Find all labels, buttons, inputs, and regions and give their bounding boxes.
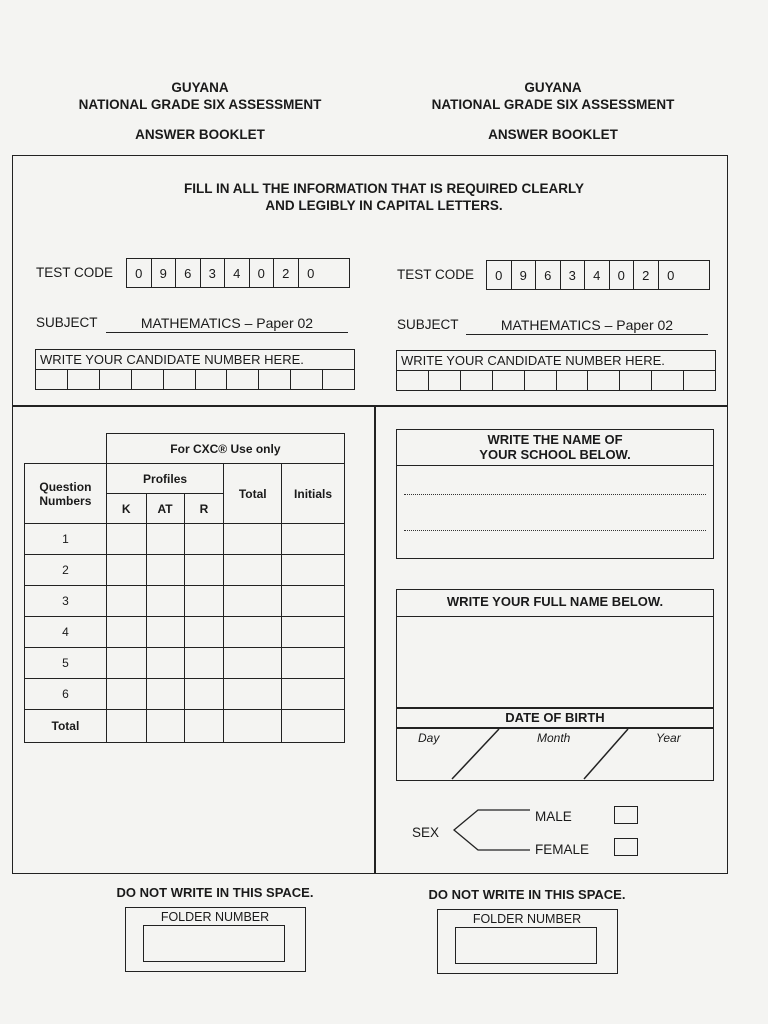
left-code-digit: 0 bbox=[307, 265, 315, 281]
male-label: MALE bbox=[535, 809, 572, 824]
left-subject-label: SUBJECT bbox=[36, 315, 98, 330]
left-test-code-box[interactable] bbox=[126, 258, 350, 288]
left-code-digit: 0 bbox=[250, 259, 275, 287]
left-booklet-title: ANSWER BOOKLET bbox=[135, 127, 265, 142]
left-candidate-label: WRITE YOUR CANDIDATE NUMBER HERE. bbox=[36, 350, 354, 370]
score-table bbox=[24, 433, 345, 743]
question-numbers-header: Question Numbers bbox=[25, 464, 107, 524]
right-folder-input bbox=[455, 927, 597, 964]
dob-top-divider bbox=[396, 707, 714, 709]
profile-k-header: K bbox=[106, 494, 146, 524]
left-code-digit: 3 bbox=[201, 259, 226, 287]
right-code-digit: 6 bbox=[536, 261, 561, 289]
sex-bracket bbox=[452, 808, 532, 852]
left-code-digit: 6 bbox=[176, 259, 201, 287]
left-header bbox=[35, 79, 365, 143]
female-checkbox[interactable] bbox=[614, 838, 638, 856]
right-code-digit: 0 bbox=[610, 261, 635, 289]
dob-year-label: Year bbox=[656, 731, 681, 745]
right-candidate-cells[interactable] bbox=[397, 371, 715, 390]
instruction-line1: FILL IN ALL THE INFORMATION THAT IS REQUIRED CLEARLY bbox=[184, 181, 584, 196]
male-checkbox[interactable] bbox=[614, 806, 638, 824]
left-code-digit: 0 bbox=[127, 259, 152, 287]
left-code-digit: 2 bbox=[274, 259, 299, 287]
total-header: Total bbox=[224, 464, 282, 524]
profile-r-header: R bbox=[184, 494, 224, 524]
right-candidate-label: WRITE YOUR CANDIDATE NUMBER HERE. bbox=[397, 351, 715, 371]
right-code-digit: 9 bbox=[512, 261, 537, 289]
left-candidate-number[interactable] bbox=[35, 349, 355, 390]
right-subject-value[interactable]: MATHEMATICS – Paper 02 bbox=[466, 317, 708, 335]
right-test-code-label: TEST CODE bbox=[397, 267, 475, 282]
school-title-line2: YOUR SCHOOL BELOW. bbox=[479, 447, 631, 462]
question-row-number: 2 bbox=[25, 555, 107, 586]
left-assessment-title: NATIONAL GRADE SIX ASSESSMENT bbox=[78, 97, 322, 112]
question-row-number: 5 bbox=[25, 648, 107, 679]
initials-header: Initials bbox=[282, 464, 345, 524]
question-row-number: 3 bbox=[25, 586, 107, 617]
right-country: GUYANA bbox=[524, 80, 582, 95]
right-subject-label: SUBJECT bbox=[397, 317, 459, 332]
left-candidate-cells[interactable] bbox=[36, 370, 354, 389]
dob-title: DATE OF BIRTH bbox=[505, 710, 605, 725]
right-code-digit: 0 bbox=[487, 261, 512, 289]
instruction-line2: AND LEGIBLY IN CAPITAL LETTERS. bbox=[265, 198, 503, 213]
profiles-header: Profiles bbox=[106, 464, 224, 494]
left-folder-number-box bbox=[125, 907, 306, 972]
full-name-title: WRITE YOUR FULL NAME BELOW. bbox=[397, 590, 713, 617]
vertical-divider bbox=[374, 405, 376, 874]
right-code-digit: 2 bbox=[634, 261, 659, 289]
left-country: GUYANA bbox=[171, 80, 229, 95]
left-subject-value[interactable]: MATHEMATICS – Paper 02 bbox=[106, 315, 348, 333]
right-code-digit: 4 bbox=[585, 261, 610, 289]
question-row-number: 4 bbox=[25, 617, 107, 648]
sex-label: SEX bbox=[412, 825, 440, 840]
horizontal-divider bbox=[12, 405, 728, 407]
left-do-not-write: DO NOT WRITE IN THIS SPACE. bbox=[116, 885, 314, 900]
right-candidate-number[interactable] bbox=[396, 350, 716, 391]
right-header bbox=[388, 79, 718, 143]
right-folder-number-box bbox=[437, 909, 618, 974]
left-code-digit: 9 bbox=[152, 259, 177, 287]
question-row-number: 6 bbox=[25, 679, 107, 710]
right-test-code-box[interactable] bbox=[486, 260, 710, 290]
left-code-digit: 4 bbox=[225, 259, 250, 287]
right-do-not-write: DO NOT WRITE IN THIS SPACE. bbox=[428, 887, 626, 902]
school-title bbox=[397, 430, 713, 466]
left-folder-input bbox=[143, 925, 285, 962]
right-code-digit: 3 bbox=[561, 261, 586, 289]
cxc-use-only: For CXC® Use only bbox=[106, 434, 344, 464]
school-title-line1: WRITE THE NAME OF bbox=[487, 432, 623, 447]
school-line-2[interactable] bbox=[404, 530, 706, 531]
instruction bbox=[0, 180, 768, 214]
right-booklet-title: ANSWER BOOKLET bbox=[488, 127, 618, 142]
dob-day-label: Day bbox=[418, 731, 440, 745]
total-row-label: Total bbox=[25, 710, 107, 743]
female-label: FEMALE bbox=[535, 842, 590, 857]
right-assessment-title: NATIONAL GRADE SIX ASSESSMENT bbox=[431, 97, 675, 112]
right-code-digit: 0 bbox=[667, 267, 675, 283]
right-folder-label: FOLDER NUMBER bbox=[472, 912, 582, 926]
question-row-number: 1 bbox=[25, 524, 107, 555]
profile-at-header: AT bbox=[146, 494, 184, 524]
left-folder-label: FOLDER NUMBER bbox=[160, 910, 270, 924]
school-line-1[interactable] bbox=[404, 494, 706, 495]
dob-month-label: Month bbox=[537, 731, 571, 745]
left-test-code-label: TEST CODE bbox=[36, 265, 114, 280]
